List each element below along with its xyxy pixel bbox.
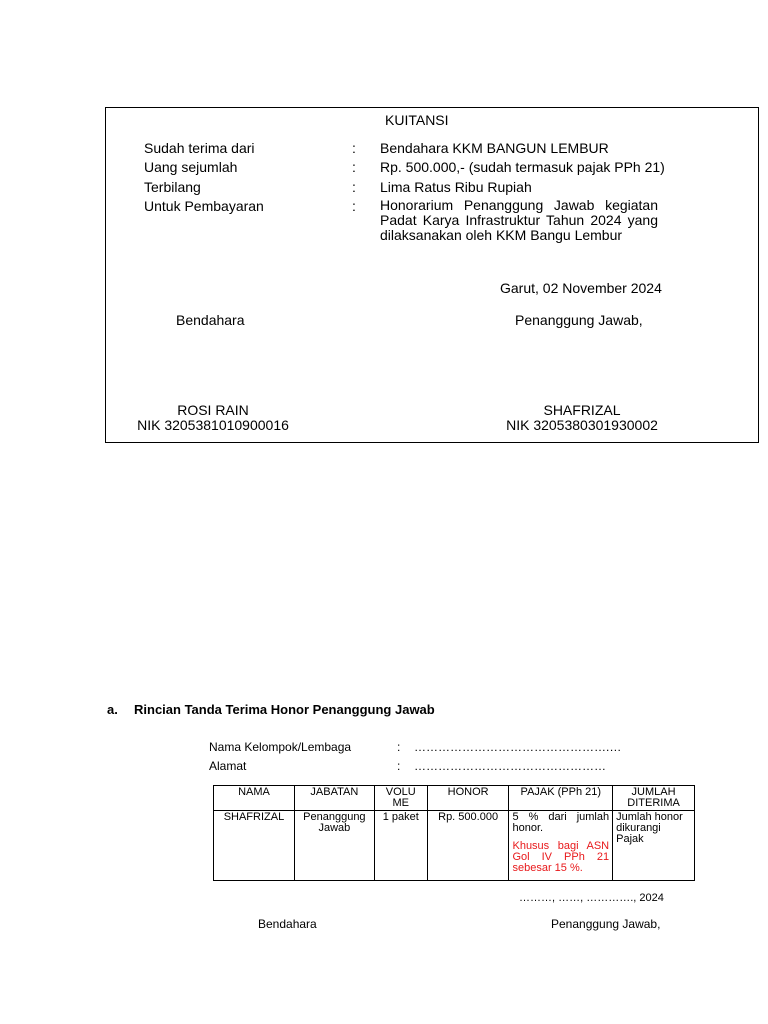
header-jabatan: JABATAN [294, 786, 374, 811]
value-terbilang: Lima Ratus Ribu Rupiah [380, 179, 532, 195]
header-jumlah: JUMLAH DITERIMA [613, 786, 695, 811]
label-nama-kelompok: Nama Kelompok/Lembaga [209, 740, 352, 754]
cell-nama: SHAFRIZAL [214, 811, 295, 881]
header-honor: HONOR [427, 786, 509, 811]
cell-volume: 1 paket [374, 811, 427, 881]
place-date: Garut, 02 November 2024 [500, 280, 662, 296]
value-uang-sejumlah: Rp. 500.000,- (sudah termasuk pajak PPh 21) [380, 159, 665, 175]
cell-jabatan: Penanggung Jawab [294, 811, 374, 881]
left-signer-name: ROSI RAIN [177, 402, 249, 418]
value-nama-kelompok: ………………………………………….… [414, 740, 622, 754]
pajak-note: Khusus bagi ASN Gol IV PPh 21 sebesar 15 %. [512, 840, 610, 874]
left-signer-nik: NIK 3205381010900016 [137, 417, 289, 433]
colon: : [352, 140, 356, 156]
table-header-row [214, 786, 695, 811]
label-alamat: Alamat [209, 759, 247, 773]
cell-jumlah: Jumlah honor dikurangi Pajak [613, 811, 695, 881]
rincian-table [213, 785, 695, 881]
label-untuk-pembayaran: Untuk Pembayaran [144, 198, 264, 214]
header-pajak: PAJAK (PPh 21) [509, 786, 613, 811]
colon: : [397, 759, 401, 773]
label-sudah-terima: Sudah terima dari [144, 140, 255, 156]
colon: : [352, 198, 356, 214]
label-terbilang: Terbilang [144, 179, 201, 195]
value-sudah-terima: Bendahara KKM BANGUN LEMBUR [380, 140, 609, 156]
kuitansi-title: KUITANSI [385, 112, 449, 128]
colon: : [352, 179, 356, 195]
date-line: ………, ……, …………., 2024 [519, 892, 664, 904]
section-title: Rincian Tanda Terima Honor Penanggung Jawab [134, 702, 435, 717]
table-row [214, 811, 695, 881]
value-untuk-pembayaran: Honorarium Penanggung Jawab kegiatan Padat Karya Infrastruktur Tahun 2024 yang dilaksanakan oleh KKM Bangu Lembur [380, 197, 658, 243]
pajak-text: 5 % dari jumlah honor. [512, 811, 610, 834]
colon: : [352, 159, 356, 175]
cell-honor: Rp. 500.000 [427, 811, 509, 881]
bottom-right-role: Penanggung Jawab, [551, 917, 661, 931]
header-volume: VOLU ME [374, 786, 427, 811]
kuitansi-box [105, 107, 759, 443]
header-nama: NAMA [214, 786, 295, 811]
left-role: Bendahara [176, 312, 245, 328]
colon: : [397, 740, 401, 754]
label-uang-sejumlah: Uang sejumlah [144, 159, 238, 175]
right-signer-name: SHAFRIZAL [543, 402, 621, 418]
right-signer-nik: NIK 3205380301930002 [506, 417, 658, 433]
section-marker: a. [107, 702, 118, 717]
bottom-left-role: Bendahara [258, 917, 317, 931]
cell-pajak [509, 811, 613, 881]
value-alamat: ………………………………………… [414, 759, 606, 773]
right-role: Penanggung Jawab, [515, 312, 643, 328]
